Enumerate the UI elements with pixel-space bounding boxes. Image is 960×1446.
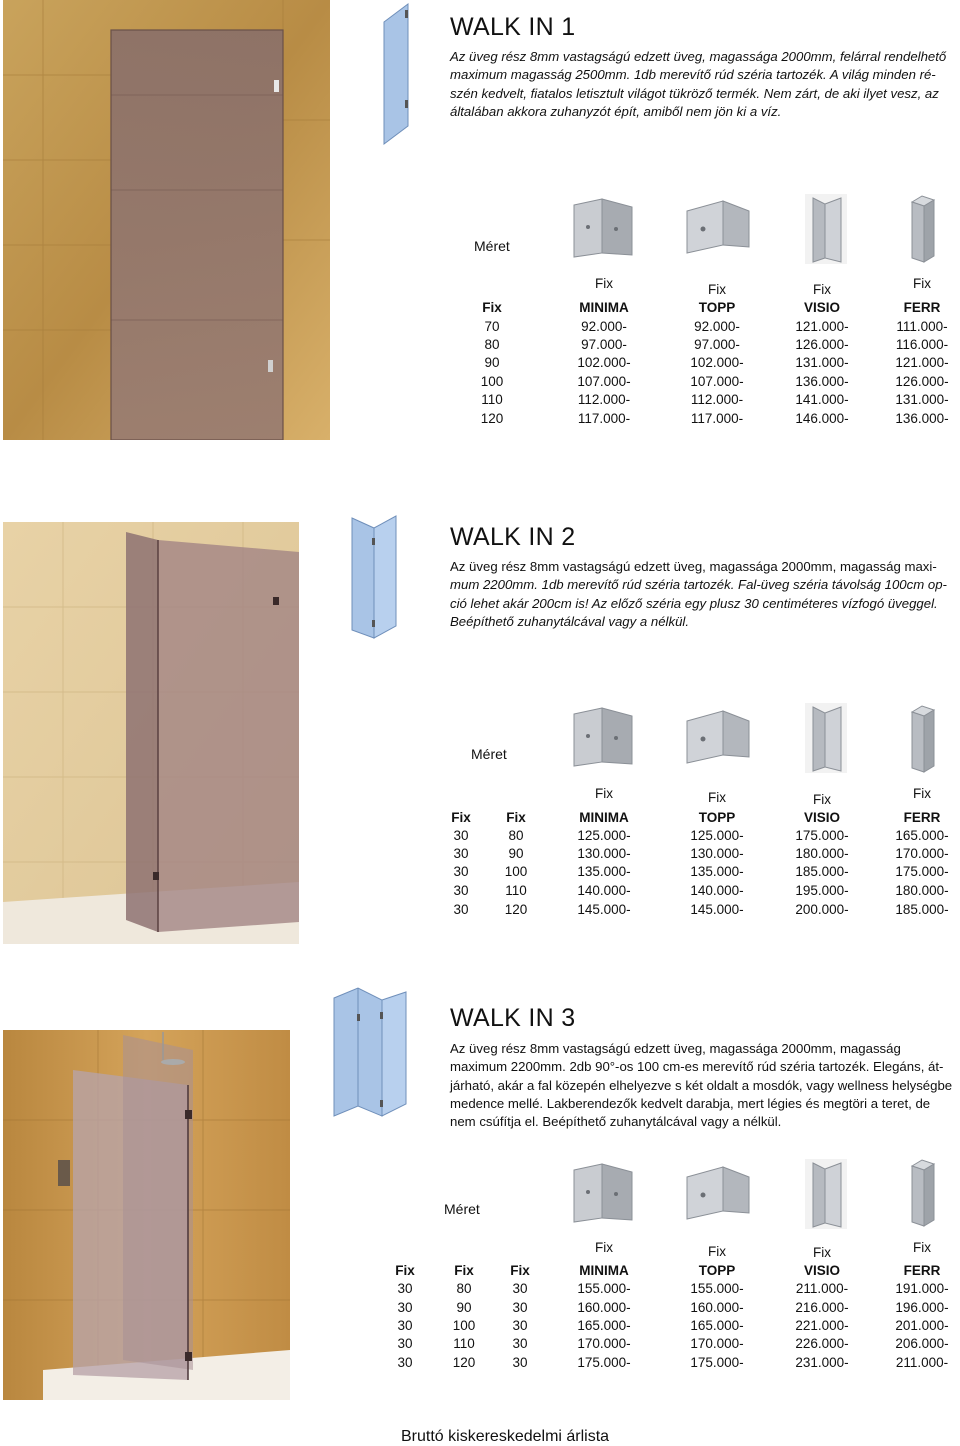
table-cell: 140.000-	[690, 883, 744, 898]
table-cell: 80	[484, 337, 500, 352]
table-cell: 175.000-	[577, 1355, 631, 1370]
table-cell: 135.000-	[690, 864, 744, 879]
product-fix-label: Fix	[813, 282, 831, 297]
minima-fitting-icon	[570, 706, 636, 773]
table-header-cell: MINIMA	[579, 810, 629, 825]
table-cell: 135.000-	[577, 864, 631, 879]
table-cell: 185.000-	[895, 902, 949, 917]
footer-price-list-note: Bruttó kiskereskedelmi árlista	[401, 1428, 610, 1445]
visio-fitting-icon	[803, 1157, 849, 1236]
section-2-title: WALK IN 2	[450, 523, 576, 551]
walk-in-3-photo	[3, 1030, 290, 1400]
table-header-cell: TOPP	[698, 1263, 736, 1278]
section-3-size-label: Méret	[444, 1201, 480, 1217]
description-line: medence mellé. Lakberendezők kedvelt darabja, mert légies és megtöri a teret, de	[450, 1095, 931, 1111]
minima-fitting-icon	[570, 1162, 636, 1229]
description-line: maximum 2200mm. 2db 90°-os 100 cm-es merevítő rúd széria tartozék. Elegáns, át-	[450, 1059, 944, 1075]
table-cell: 146.000-	[795, 411, 849, 426]
product-fix-label: Fix	[813, 792, 831, 807]
table-cell: 170.000-	[895, 846, 949, 861]
visio-fitting-icon	[803, 192, 849, 271]
table-header-cell: TOPP	[698, 810, 736, 825]
table-header-cell: VISIO	[803, 810, 841, 825]
table-cell: 30	[397, 1336, 413, 1351]
walk-in-3-glass-diagram	[330, 986, 410, 1121]
table-header-cell: VISIO	[803, 1263, 841, 1278]
table-cell: 70	[484, 319, 500, 334]
table-cell: 211.000-	[795, 1281, 849, 1296]
table-cell: 201.000-	[895, 1318, 949, 1333]
table-cell: 97.000-	[581, 337, 627, 352]
section-1-title: WALK IN 1	[450, 13, 576, 41]
table-cell: 30	[397, 1281, 413, 1296]
table-header-cell: FERR	[903, 300, 941, 315]
table-cell: 231.000-	[795, 1355, 849, 1370]
table-cell: 30	[512, 1281, 528, 1296]
table-header-cell: FERR	[903, 810, 941, 825]
table-cell: 180.000-	[795, 846, 849, 861]
table-cell: 111.000-	[896, 319, 948, 334]
table-cell: 131.000-	[795, 355, 849, 370]
table-header-cell: VISIO	[803, 300, 841, 315]
table-cell: 121.000-	[795, 319, 849, 334]
table-cell: 30	[453, 864, 469, 879]
ferr-fitting-icon	[904, 704, 940, 779]
section-3-description	[450, 1040, 960, 1131]
walk-in-2-glass-diagram	[348, 512, 400, 642]
table-cell: 211.000-	[895, 1355, 949, 1370]
table-cell: 141.000-	[795, 392, 849, 407]
description-line: nem csúfítja el. Beépíthető zuhanytálcával vagy a nélkül.	[450, 1114, 782, 1130]
table-cell: 110	[505, 883, 527, 898]
table-cell: 121.000-	[895, 355, 949, 370]
product-fix-label: Fix	[913, 1240, 931, 1255]
description-line: Az üveg rész 8mm vastagságú edzett üveg, magassága 2000mm, magasság maxi-	[450, 559, 937, 574]
table-cell: 145.000-	[577, 902, 631, 917]
table-header-cell: MINIMA	[579, 300, 629, 315]
table-cell: 226.000-	[795, 1336, 849, 1351]
table-header-cell: Fix	[454, 1263, 474, 1278]
table-cell: 80	[456, 1281, 472, 1296]
table-header-cell: Fix	[510, 1263, 530, 1278]
table-cell: 30	[512, 1355, 528, 1370]
table-cell: 100	[504, 864, 528, 879]
table-cell: 120	[504, 902, 528, 917]
table-cell: 165.000-	[895, 828, 949, 843]
minima-fitting-icon	[570, 197, 636, 264]
section-1-description	[450, 48, 960, 121]
table-cell: 110	[453, 1336, 475, 1351]
table-cell: 130.000-	[577, 846, 631, 861]
table-cell: 112.000-	[690, 392, 744, 407]
table-cell: 165.000-	[690, 1318, 744, 1333]
topp-fitting-icon	[683, 707, 753, 772]
table-cell: 116.000-	[895, 337, 949, 352]
table-cell: 30	[512, 1300, 528, 1315]
table-cell: 117.000-	[577, 411, 631, 426]
table-cell: 120	[452, 1355, 476, 1370]
product-fix-label: Fix	[708, 282, 726, 297]
section-2-size-label: Méret	[471, 746, 507, 762]
table-cell: 30	[397, 1300, 413, 1315]
description-line: Beépíthető zuhanytálcával vagy a nélkül.	[450, 613, 689, 629]
table-cell: 140.000-	[577, 883, 631, 898]
topp-fitting-icon	[683, 1163, 753, 1228]
section-2-description	[450, 558, 960, 631]
table-cell: 175.000-	[895, 864, 949, 879]
table-cell: 30	[397, 1318, 413, 1333]
walk-in-1-photo	[3, 0, 330, 440]
table-cell: 102.000-	[690, 355, 744, 370]
table-cell: 117.000-	[690, 411, 744, 426]
table-cell: 92.000-	[581, 319, 627, 334]
table-cell: 145.000-	[690, 902, 744, 917]
product-fix-label: Fix	[595, 786, 613, 801]
table-cell: 100	[452, 1318, 476, 1333]
description-line: járható, akár a fal közepén elhelyezve s két oldalt a mosdók, vagy wellness helységbe	[450, 1077, 953, 1093]
table-cell: 92.000-	[694, 319, 740, 334]
table-cell: 30	[453, 883, 469, 898]
table-cell: 110	[481, 392, 503, 407]
table-cell: 170.000-	[577, 1336, 631, 1351]
table-cell: 165.000-	[577, 1318, 631, 1333]
table-cell: 221.000-	[795, 1318, 849, 1333]
description-line: általában akkora zuhanyzót épít, amiből nem jön ki a víz.	[450, 103, 782, 119]
product-fix-label: Fix	[595, 1240, 613, 1255]
product-fix-label: Fix	[913, 276, 931, 291]
table-cell: 125.000-	[690, 828, 744, 843]
table-header-cell: Fix	[395, 1263, 415, 1278]
table-cell: 125.000-	[577, 828, 631, 843]
table-cell: 126.000-	[795, 337, 849, 352]
description-line: maximum magasság 2500mm. 1db merevítő rúd széria tartozék. A világ minden ré-	[450, 67, 936, 83]
walk-in-1-glass-diagram	[380, 0, 420, 150]
table-cell: 102.000-	[577, 355, 631, 370]
table-header-cell: MINIMA	[579, 1263, 629, 1278]
section-1-size-label: Méret	[474, 238, 510, 254]
table-cell: 160.000-	[577, 1300, 631, 1315]
description-line: ció lehet akár 200cm is! Az előző széria egy plusz 30 centiméteres vízfogó üveggel.	[450, 595, 938, 611]
table-cell: 30	[453, 846, 469, 861]
table-cell: 196.000-	[895, 1300, 949, 1315]
ferr-fitting-icon	[904, 1158, 940, 1233]
table-cell: 216.000-	[795, 1300, 849, 1315]
table-cell: 107.000-	[690, 374, 744, 389]
table-cell: 30	[453, 828, 469, 843]
table-cell: 200.000-	[795, 902, 849, 917]
table-cell: 80	[508, 828, 524, 843]
description-line: Az üveg rész 8mm vastagságú edzett üveg, magassága 2000mm, felárral rendelhető	[450, 49, 947, 64]
description-line: szén kedvelt, fiatalos letisztult világot tükröző termék. Nem zárt, de aki ilyet vesz, az	[450, 85, 939, 101]
table-cell: 170.000-	[690, 1336, 744, 1351]
product-fix-label: Fix	[913, 786, 931, 801]
table-cell: 120	[480, 411, 504, 426]
product-fix-label: Fix	[813, 1245, 831, 1260]
table-header-cell: FERR	[903, 1263, 941, 1278]
table-cell: 90	[456, 1300, 472, 1315]
table-cell: 175.000-	[690, 1355, 744, 1370]
description-line: Az üveg rész 8mm vastagságú edzett üveg, magassága 2000mm, magasság	[450, 1041, 901, 1056]
table-header-cell: Fix	[482, 300, 502, 315]
table-cell: 90	[508, 846, 524, 861]
table-cell: 107.000-	[577, 374, 631, 389]
table-cell: 206.000-	[895, 1336, 949, 1351]
table-cell: 195.000-	[795, 883, 849, 898]
product-fix-label: Fix	[708, 1244, 726, 1259]
table-cell: 30	[512, 1318, 528, 1333]
section-3-title: WALK IN 3	[450, 1004, 576, 1032]
table-cell: 131.000-	[895, 392, 949, 407]
product-fix-label: Fix	[708, 790, 726, 805]
table-cell: 112.000-	[577, 392, 631, 407]
table-cell: 130.000-	[690, 846, 744, 861]
table-header-cell: Fix	[506, 810, 526, 825]
product-fix-label: Fix	[595, 276, 613, 291]
table-cell: 30	[397, 1355, 413, 1370]
table-header-cell: Fix	[451, 810, 471, 825]
ferr-fitting-icon	[904, 194, 940, 269]
table-cell: 136.000-	[795, 374, 849, 389]
table-cell: 155.000-	[690, 1281, 744, 1296]
table-cell: 30	[512, 1336, 528, 1351]
table-cell: 136.000-	[895, 411, 949, 426]
table-cell: 100	[480, 374, 504, 389]
visio-fitting-icon	[803, 701, 849, 780]
table-cell: 126.000-	[895, 374, 949, 389]
table-cell: 155.000-	[577, 1281, 631, 1296]
table-header-cell: TOPP	[698, 300, 736, 315]
description-line: mum 2200mm. 1db merevítő rúd széria tartozék. Fal-üveg széria távolság 100cm op-	[450, 577, 947, 593]
table-cell: 160.000-	[690, 1300, 744, 1315]
table-cell: 185.000-	[795, 864, 849, 879]
table-cell: 191.000-	[895, 1281, 949, 1296]
table-cell: 180.000-	[895, 883, 949, 898]
table-cell: 97.000-	[694, 337, 740, 352]
table-cell: 30	[453, 902, 469, 917]
topp-fitting-icon	[683, 197, 753, 262]
table-cell: 90	[484, 355, 500, 370]
walk-in-2-photo	[3, 522, 299, 944]
table-cell: 175.000-	[795, 828, 849, 843]
